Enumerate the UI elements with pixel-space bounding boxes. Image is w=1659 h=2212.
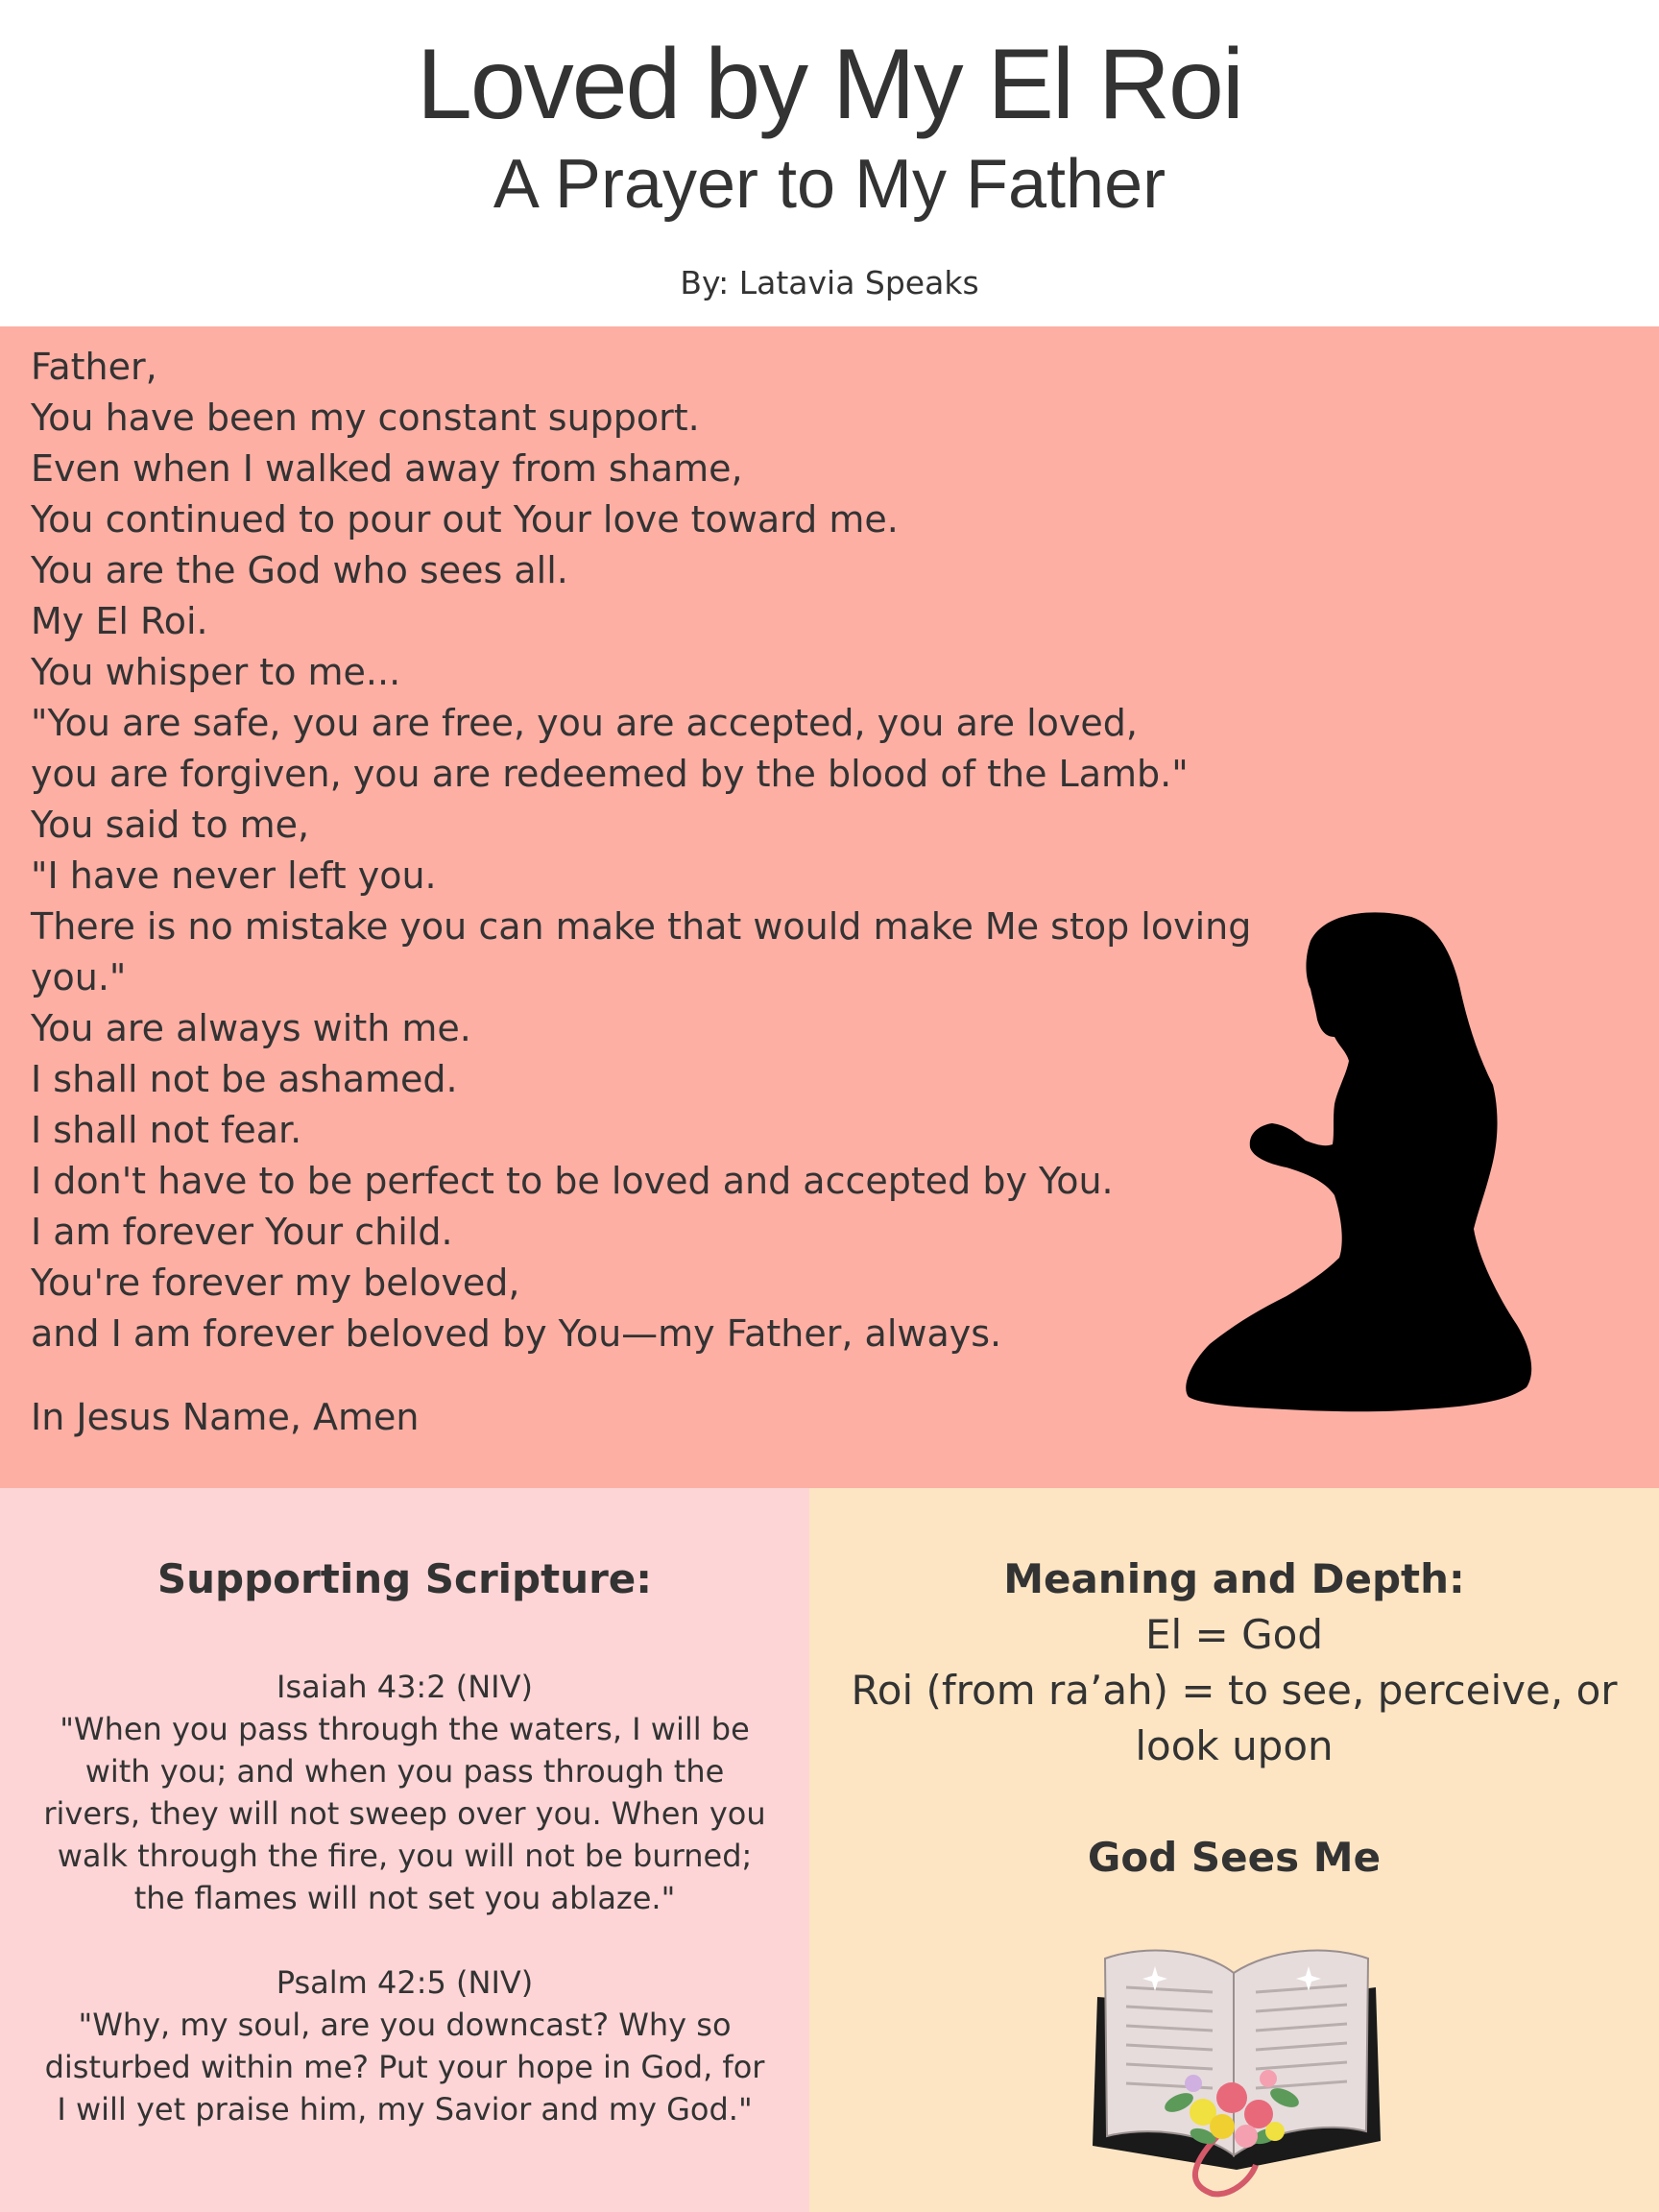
prayer-line: "You are safe, you are free, you are accepted, you are loved, — [31, 702, 1138, 744]
verse-reference: Isaiah 43:2 (NIV) — [276, 1669, 533, 1705]
prayer-line: You continued to pour out Your love toward me. — [31, 498, 899, 541]
meaning-heading: Meaning and Depth: — [1003, 1555, 1465, 1602]
prayer-line: Even when I walked away from shame, — [31, 447, 743, 490]
prayer-line: You whisper to me... — [31, 651, 401, 693]
prayer-line: I shall not be ashamed. — [31, 1058, 458, 1100]
prayer-line: you are forgiven, you are redeemed by the blood of the Lamb." — [31, 753, 1189, 795]
prayer-line: My El Roi. — [31, 600, 208, 642]
praying-woman-silhouette-icon — [1181, 902, 1536, 1440]
prayer-text — [31, 342, 1252, 1359]
prayer-closing: In Jesus Name, Amen — [31, 1396, 420, 1438]
prayer-line: You said to me, — [31, 804, 310, 846]
page-subtitle: A Prayer to My Father — [493, 146, 1166, 223]
prayer-line: and I am forever beloved by You—my Father, always. — [31, 1312, 1002, 1355]
prayer-line: "I have never left you. — [31, 854, 437, 897]
meaning-panel — [809, 1488, 1659, 2212]
open-bible-flowers-icon — [1088, 1939, 1385, 2199]
prayer-line: I don't have to be perfect to be loved and accepted by You. — [31, 1160, 1114, 1202]
scripture-panel — [0, 1488, 809, 2212]
prayer-line: I am forever Your child. — [31, 1211, 453, 1253]
prayer-line: I shall not fear. — [31, 1109, 302, 1151]
verse-reference: Psalm 42:5 (NIV) — [276, 1964, 534, 2001]
meaning-definition-roi: Roi (from ra’ah) = to see, perceive, or look upon — [851, 1667, 1618, 1769]
meaning-tagline: God Sees Me — [1087, 1834, 1382, 1881]
prayer-line: There is no mistake you can make that would make Me stop loving — [31, 905, 1252, 948]
meaning-definition-el: El = God — [1144, 1611, 1323, 1658]
prayer-line: Father, — [31, 346, 157, 388]
prayer-line: You are the God who sees all. — [31, 549, 568, 591]
prayer-section — [0, 326, 1659, 1488]
author-byline: By: Latavia Speaks — [680, 264, 979, 301]
page-title: Loved by My El Roi — [417, 29, 1242, 140]
prayer-line: You are always with me. — [31, 1007, 471, 1049]
prayer-line: You're forever my beloved, — [31, 1262, 520, 1304]
verse-text: "Why, my soul, are you downcast? Why so disturbed within me? Put your hope in God, for I will yet praise him, my Savior and my God." — [44, 2007, 765, 2128]
page-header — [0, 0, 1659, 326]
verse-text: "When you pass through the waters, I will be with you; and when you pass through the rivers, they will not sweep over you. When you walk through the fire, you will not be burned; the flames will not set you ablaze." — [43, 1711, 766, 1916]
prayer-line: you." — [31, 956, 127, 998]
scripture-heading: Supporting Scripture: — [156, 1555, 653, 1602]
prayer-line: You have been my constant support. — [31, 397, 700, 439]
